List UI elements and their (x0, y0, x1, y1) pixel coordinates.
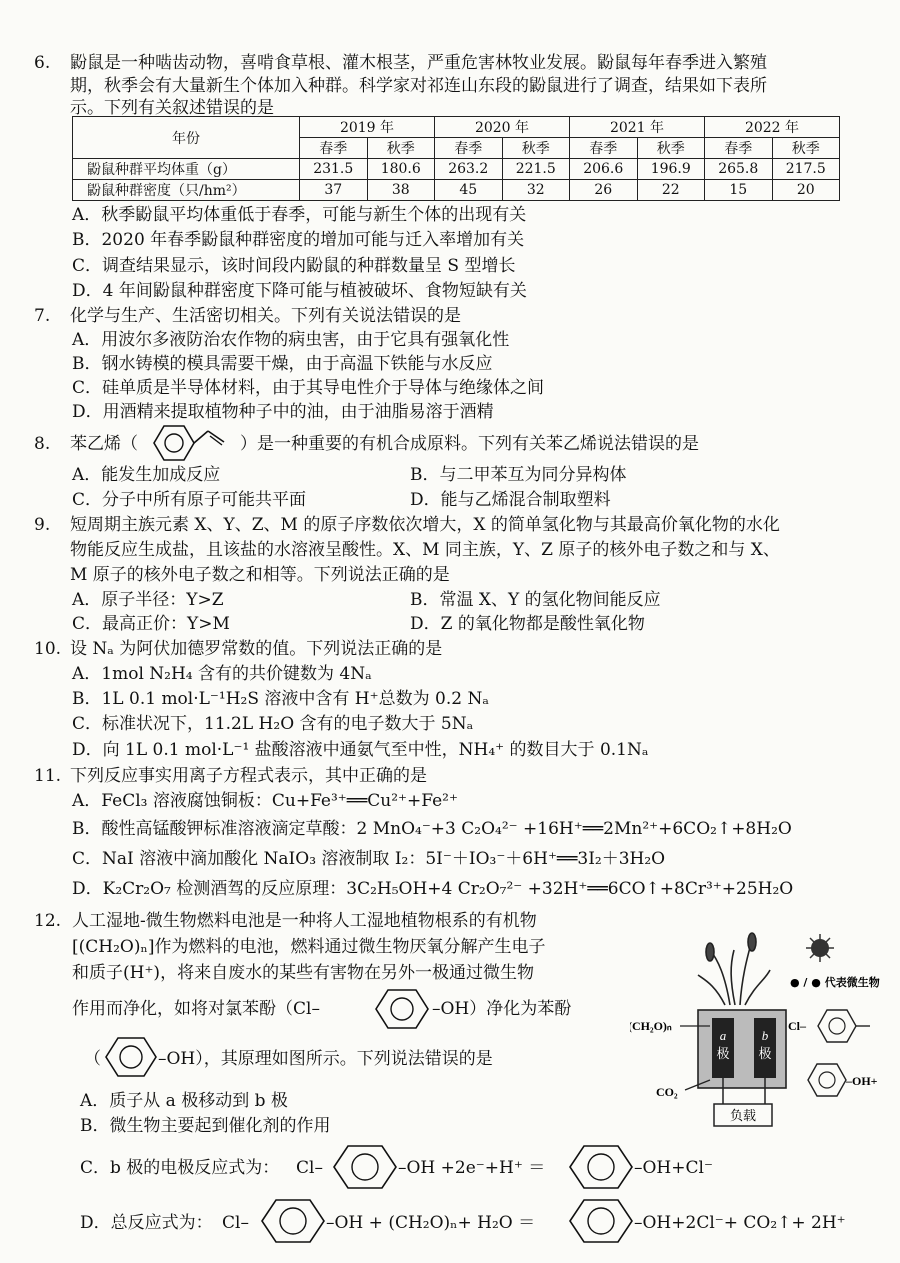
q6-stem-1: 鼢鼠是一种啮齿动物，喜啃食草根、灌木根茎，严重危害林牧业发展。鼢鼠每年春季进入繁殖 (70, 53, 767, 73)
styrene-structure (140, 422, 232, 464)
q12-stem-4b: –OH）净化为苯酚 (432, 999, 572, 1019)
q11-number: 11. (34, 766, 62, 786)
microbe-legend: ● / ● 代表微生物 (790, 976, 880, 989)
q6-option-a: A．秋季鼢鼠平均体重低于春季，可能与新生个体的出现有关 (72, 205, 527, 225)
electrode-b-label: b (761, 1028, 769, 1043)
phenol-ring-fig (808, 1064, 846, 1096)
season: 春季 (300, 138, 368, 159)
q10-option-c: C．标准状况下，11.2L H₂O 含有的电子数大于 5Nₐ (72, 714, 474, 734)
q12-option-d-mid: –OH + (CH₂O)ₙ+ H₂O ＝ (326, 1213, 536, 1233)
density-cell: 22 (637, 180, 705, 201)
weight-cell: 265.8 (705, 159, 773, 180)
q11-option-b: B．酸性高锰酸钾标准溶液滴定草酸：2 MnO₄⁻+3 C₂O₄²⁻ +16H⁺══2Mn²⁺+6CO₂↑+8H₂O (72, 819, 792, 839)
microbe-icon (806, 934, 834, 962)
chlorophenol-ring-d (258, 1196, 332, 1246)
weight-cell: 196.9 (637, 159, 705, 180)
density-cell: 45 (435, 180, 503, 201)
q6-number: 6. (34, 53, 51, 73)
density-cell: 32 (502, 180, 570, 201)
row-weight-label: 鼢鼠种群平均体重（g） (73, 159, 300, 180)
phenol-ring-c (566, 1142, 640, 1192)
q12-option-d-label: D．总反应式为： (80, 1213, 213, 1233)
chlorophenol-ring-c (330, 1142, 404, 1192)
q7-option-b: B．钢水铸模的模具需要干燥，由于高温下铁能与水反应 (72, 354, 493, 374)
population-table (72, 116, 840, 201)
plant-icon (698, 933, 770, 1005)
electrode-a-ji: 极 (716, 1046, 730, 1061)
q12-option-a: A．质子从 a 极移动到 b 极 (80, 1091, 288, 1111)
oh-label: –OH+ (846, 1074, 878, 1088)
year-2022: 2022 年 (705, 117, 840, 138)
fuel-cell-figure (630, 930, 900, 1130)
q9-stem-3: M 原子的核外电子数之和相等。下列说法正确的是 (70, 565, 450, 585)
year-2020: 2020 年 (435, 117, 570, 138)
q9-option-b: B．常温 X、Y 的氢化物间能反应 (410, 590, 661, 610)
weight-cell: 221.5 (502, 159, 570, 180)
q12-stem-1: 人工湿地-微生物燃料电池是一种将人工湿地植物根系的有机物 (72, 911, 537, 931)
fuel-cell-diagram (630, 930, 900, 1130)
q12-option-c-cl: Cl– (296, 1158, 323, 1178)
phenol-ring-d (566, 1196, 640, 1246)
q11-option-d: D．K₂Cr₂O₇ 检测酒驾的反应原理：3C₂H₅OH+4 Cr₂O₇²⁻ +32H⁺══6CO↑+8Cr³⁺+25H₂O (72, 879, 794, 899)
electrode-b-ji: 极 (758, 1046, 772, 1061)
q10-option-a: A．1mol N₂H₄ 含有的共价键数为 4Nₐ (72, 664, 372, 684)
q12-number: 12. (34, 911, 62, 931)
q8-option-c: C．分子中所有原子可能共平面 (72, 490, 307, 510)
q7-stem: 化学与生产、生活密切相关。下列有关说法错误的是 (70, 306, 461, 326)
density-cell: 26 (570, 180, 638, 201)
q11-stem: 下列反应事实用离子方程式表示，其中正确的是 (70, 766, 427, 786)
density-cell: 15 (705, 180, 773, 201)
q12-stem-5b: –OH），其原理如图所示。下列说法错误的是 (158, 1049, 493, 1069)
q12-stem-5a: （ (84, 1049, 101, 1069)
q6-option-d: D．4 年间鼢鼠种群密度下降可能与植被破坏、食物短缺有关 (72, 281, 527, 301)
q8-option-b: B．与二甲苯互为同分异构体 (410, 465, 627, 485)
cl-label: Cl– (788, 1019, 806, 1033)
weight-cell: 263.2 (435, 159, 503, 180)
year-2019: 2019 年 (300, 117, 435, 138)
season: 秋季 (637, 138, 705, 159)
q12-stem-3: 和质子(H⁺)，将来自废水的某些有害物在另外一极通过微生物 (72, 963, 535, 983)
q10-number: 10. (34, 639, 62, 659)
q9-option-a: A．原子半径：Y>Z (72, 590, 224, 610)
season: 春季 (435, 138, 503, 159)
q8-stem-b: ）是一种重要的有机合成原料。下列有关苯乙烯说法错误的是 (240, 434, 699, 454)
q8-number: 8. (34, 434, 51, 454)
phenol-ring (102, 1034, 162, 1080)
q9-number: 9. (34, 515, 51, 535)
load-label: 负载 (729, 1109, 757, 1124)
q12-stem-4a: 作用而净化，如将对氯苯酚（Cl– (72, 999, 320, 1019)
season: 秋季 (367, 138, 435, 159)
density-cell: 37 (300, 180, 368, 201)
chlorophenol-ring (372, 986, 434, 1032)
electrode-a-label: a (719, 1028, 727, 1043)
weight-cell: 217.5 (772, 159, 840, 180)
weight-cell: 206.6 (570, 159, 638, 180)
year-header: 年份 (73, 117, 300, 159)
season: 春季 (705, 138, 773, 159)
weight-cell: 180.6 (367, 159, 435, 180)
q12-option-b: B．微生物主要起到催化剂的作用 (80, 1116, 331, 1136)
weight-cell: 231.5 (300, 159, 368, 180)
q6-stem-3: 示。下列有关叙述错误的是 (70, 98, 274, 118)
co2-label: CO₂ (656, 1085, 678, 1099)
chlorophenol-ring-fig (818, 1010, 856, 1042)
year-2021: 2021 年 (570, 117, 705, 138)
q7-option-a: A．用波尔多液防治农作物的病虫害，由于它具有强氧化性 (72, 330, 510, 350)
season: 秋季 (502, 138, 570, 159)
q9-option-d: D．Z 的氧化物都是酸性氧化物 (410, 614, 645, 634)
q7-option-c: C．硅单质是半导体材料，由于其导电性介于导体与绝缘体之间 (72, 378, 545, 398)
q8-option-a: A．能发生加成反应 (72, 465, 221, 485)
q10-stem: 设 Nₐ 为阿伏加德罗常数的值。下列说法正确的是 (70, 639, 443, 659)
density-cell: 20 (772, 180, 840, 201)
density-cell: 38 (367, 180, 435, 201)
q7-number: 7. (34, 306, 51, 326)
q6-stem-2: 期，秋季会有大量新生个体加入种群。科学家对祁连山东段的鼢鼠进行了调查，结果如下表所 (70, 76, 767, 96)
season: 春季 (570, 138, 638, 159)
q9-stem-1: 短周期主族元素 X、Y、Z、M 的原子序数依次增大，X 的简单氢化物与其最高价氧化物的水化 (70, 515, 780, 535)
season: 秋季 (772, 138, 840, 159)
q11-option-c: C．NaI 溶液中滴加酸化 NaIO₃ 溶液制取 I₂：5I⁻＋IO₃⁻＋6H⁺══3I₂＋3H₂O (72, 849, 666, 869)
ch2o-label: (CH₂O)ₙ (630, 1019, 672, 1033)
q12-stem-2: [(CH₂O)ₙ]作为燃料的电池，燃料通过微生物厌氧分解产生电子 (72, 937, 546, 957)
q9-stem-2: 物能反应生成盐，且该盐的水溶液呈酸性。X、M 同主族，Y、Z 原子的核外电子数之和与 X、 (70, 540, 780, 560)
q12-option-d-end: –OH+2Cl⁻+ CO₂↑+ 2H⁺ (634, 1213, 846, 1233)
q9-option-c: C．最高正价：Y>M (72, 614, 230, 634)
q12-option-c-label: C．b 极的电极反应式为： (80, 1158, 280, 1178)
q10-option-b: B．1L 0.1 mol·L⁻¹H₂S 溶液中含有 H⁺总数为 0.2 Nₐ (72, 689, 489, 709)
q12-option-c-mid: –OH +2e⁻+H⁺ ＝ (398, 1158, 546, 1178)
q11-option-a: A．FeCl₃ 溶液腐蚀铜板：Cu+Fe³⁺══Cu²⁺+Fe²⁺ (72, 791, 458, 811)
row-density-label: 鼢鼠种群密度（只/hm²） (73, 180, 300, 201)
q10-option-d: D．向 1L 0.1 mol·L⁻¹ 盐酸溶液中通氨气至中性，NH₄⁺ 的数目大于 0.1Nₐ (72, 740, 649, 760)
q8-stem-a: 苯乙烯（ (70, 434, 138, 454)
q6-option-b: B．2020 年春季鼢鼠种群密度的增加可能与迁入率增加有关 (72, 230, 525, 250)
q12-option-c-end: –OH+Cl⁻ (634, 1158, 713, 1178)
q12-option-d-cl: Cl– (222, 1213, 249, 1233)
q8-option-d: D．能与乙烯混合制取塑料 (410, 490, 611, 510)
q7-option-d: D．用酒精来提取植物种子中的油，由于油脂易溶于酒精 (72, 402, 494, 422)
q6-option-c: C．调查结果显示，该时间段内鼢鼠的种群数量呈 S 型增长 (72, 256, 516, 276)
